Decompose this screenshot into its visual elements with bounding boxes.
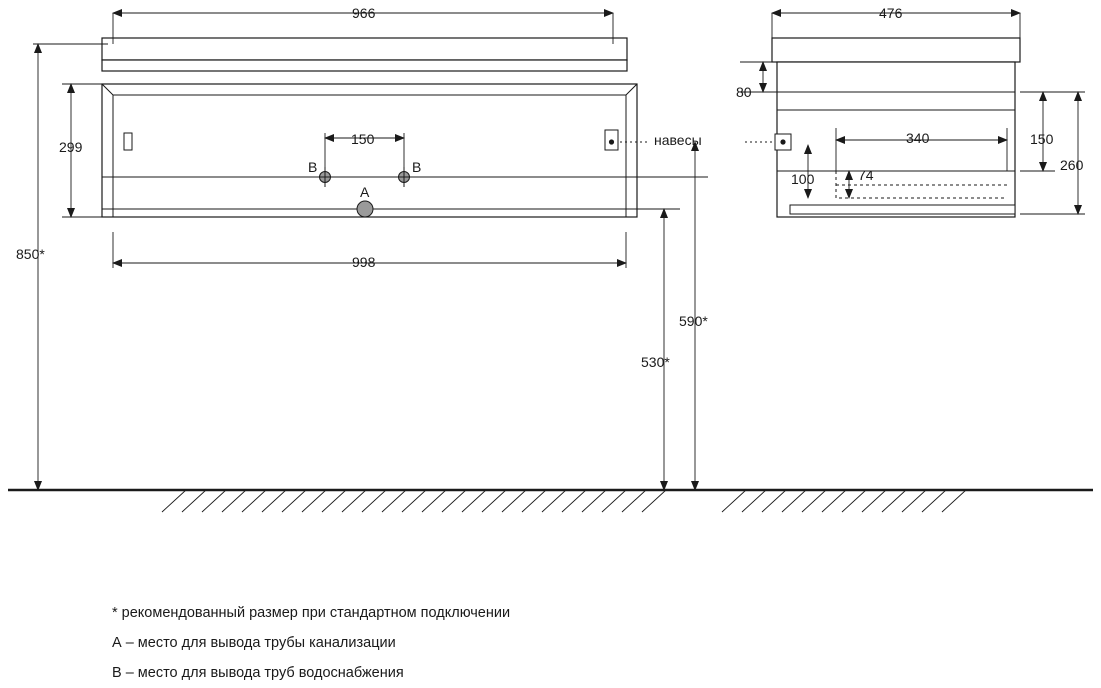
floor-hatching-right [722, 490, 966, 512]
dim-label-260: 260 [1060, 157, 1084, 173]
front-top-board-edge [102, 60, 627, 71]
note-line-3: В – место для вывода труб водоснабжения [112, 665, 404, 681]
marker-label-b-right: B [412, 159, 422, 175]
floor-hatching-left [162, 490, 666, 512]
dim-label-590: 590* [679, 313, 708, 329]
side-bottom-plinth [790, 205, 1015, 214]
drain-marker [357, 201, 373, 217]
dim-label-150-side: 150 [1030, 131, 1054, 147]
marker-label-a: A [360, 184, 370, 200]
hanger-hole-right [609, 139, 614, 144]
dim-label-80: 80 [736, 84, 752, 100]
dim-label-150: 150 [351, 131, 375, 147]
note-line-1: * рекомендованный размер при стандартном подключении [112, 605, 511, 621]
dim-label-966: 966 [352, 5, 376, 21]
front-top-board [102, 38, 627, 60]
dim-label-100: 100 [791, 171, 815, 187]
side-top-board [772, 38, 1020, 62]
floor-group [8, 490, 1093, 512]
hangers-callout-label: навесы [654, 132, 702, 148]
front-cabinet-body [102, 84, 637, 217]
side-cabinet-body [777, 62, 1015, 217]
hanger-plate-left [124, 133, 132, 150]
dim-label-530: 530* [641, 354, 670, 370]
note-line-2: А – место для вывода трубы канализации [112, 635, 396, 651]
dim-label-340: 340 [906, 130, 930, 146]
dim-label-299: 299 [59, 139, 83, 155]
dim-label-74: 74 [858, 167, 874, 183]
side-hanger-hole [780, 139, 785, 144]
dim-label-998: 998 [352, 254, 376, 270]
front-view-group [33, 13, 775, 490]
dim-label-476: 476 [879, 5, 903, 21]
dim-label-850: 850* [16, 246, 45, 262]
legend-notes [112, 598, 510, 688]
marker-label-b-left: B [308, 159, 318, 175]
